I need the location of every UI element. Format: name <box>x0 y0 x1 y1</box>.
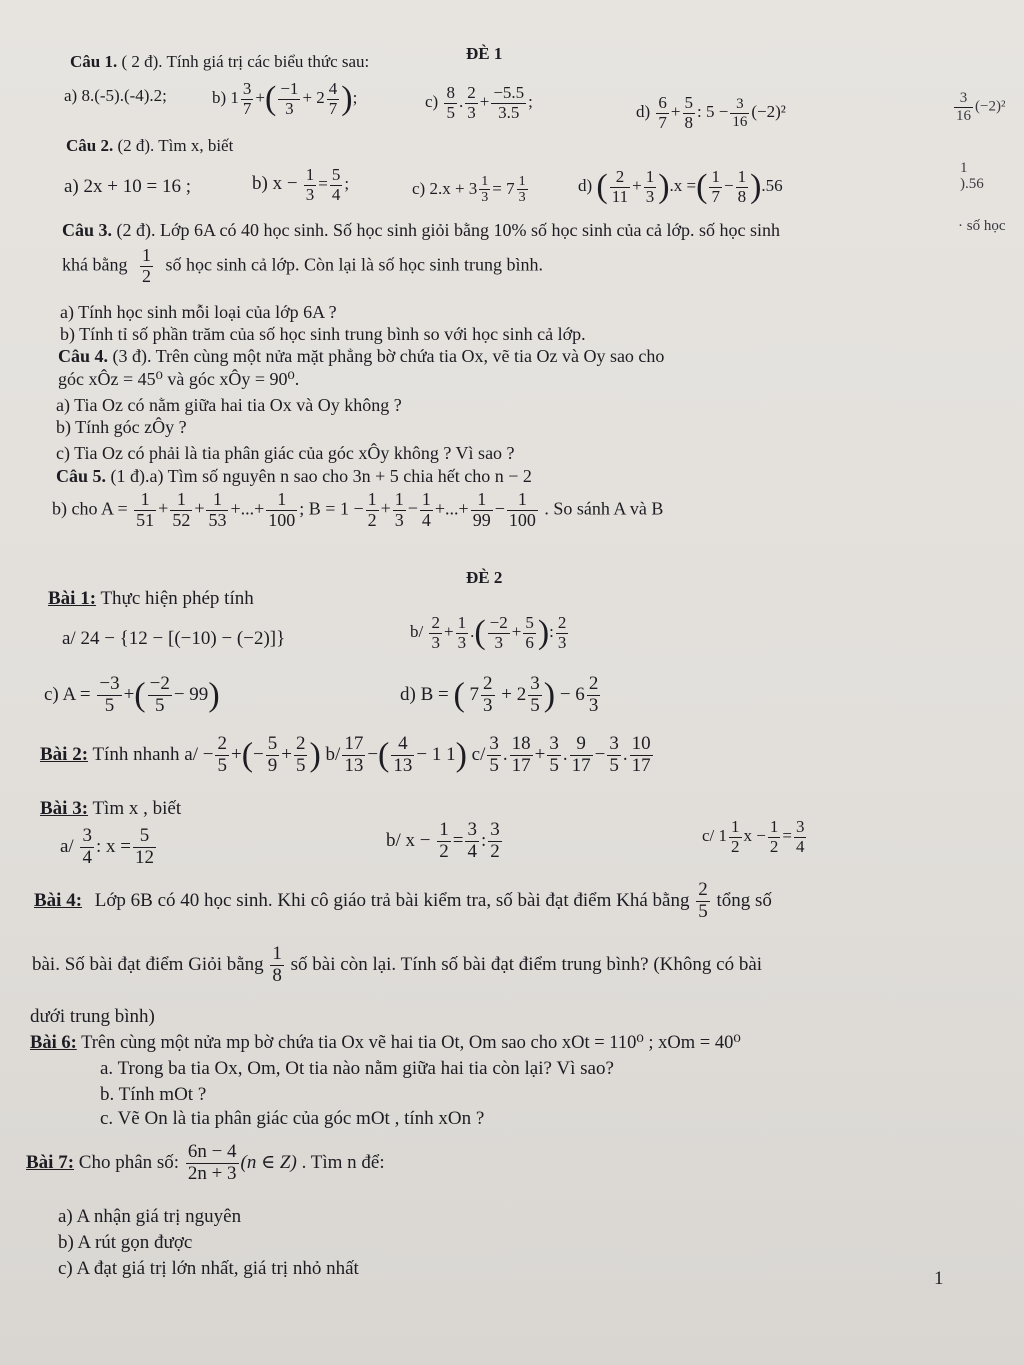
bai3-text: Tìm x , biết <box>92 798 182 819</box>
bai3-b <box>386 820 504 863</box>
op: + <box>632 176 642 196</box>
cau3-heading <box>62 220 780 241</box>
frac-den: 3 <box>481 190 489 206</box>
op: : <box>549 622 554 642</box>
cau1-d <box>636 94 786 132</box>
cau4-heading <box>58 346 664 367</box>
op: − <box>367 743 379 765</box>
frac-den: 5 <box>295 754 306 776</box>
bai7-text: Cho phân số: <box>78 1151 180 1173</box>
frac-den: 8 <box>737 186 747 206</box>
bai6-a: a. Trong ba tia Ox, Om, Ot tia nào nằm giữa hai tia còn lại? Vì sao? <box>100 1058 614 1079</box>
frac-den: 2 <box>439 840 449 862</box>
frac-num: 2 <box>610 168 630 188</box>
op: 7 <box>469 683 480 705</box>
frac-den: 2n + 3 <box>187 1162 237 1184</box>
op: = 7 <box>492 178 515 198</box>
frac-den: 3 <box>394 509 404 530</box>
edge-tail: ).56 <box>960 176 984 192</box>
frac-num: 1 <box>471 490 493 511</box>
frac-num: 1 <box>507 490 538 511</box>
frac-num: 10 <box>631 733 651 754</box>
op: : 5 − <box>697 102 729 122</box>
frac-num: 6n − 4 <box>187 1141 237 1162</box>
frac-den: 100 <box>508 509 536 530</box>
bai4-line3: dưới trung bình) <box>30 1006 155 1027</box>
op: + <box>281 743 292 765</box>
op: + <box>380 498 391 519</box>
frac-num: 1 <box>170 490 192 511</box>
frac-den: 99 <box>472 509 491 530</box>
frac-den: 4 <box>421 509 431 530</box>
cau2-label: Câu 2. <box>66 136 114 155</box>
frac-den: 7 <box>328 98 338 118</box>
series-term <box>366 490 379 531</box>
frac-den: 3 <box>285 98 294 118</box>
bai1-a: a/ 24 − {12 − [(−10) − (−2)]} <box>62 628 286 649</box>
bai7-label: Bài 7: <box>26 1151 75 1173</box>
cau1-label: Câu 1. <box>70 52 118 71</box>
frac-den: 52 <box>172 509 191 530</box>
frac-den: 5 <box>217 754 227 776</box>
frac-den: 53 <box>208 509 227 530</box>
frac-num: 3 <box>549 733 559 754</box>
frac-num: 3 <box>490 819 500 840</box>
op: . <box>470 622 475 642</box>
frac-den: 6 <box>525 632 534 652</box>
op: − 99 <box>173 683 209 705</box>
op: − <box>253 743 264 765</box>
frac-num: 9 <box>570 734 593 756</box>
bai1-label: Bài 1: <box>48 588 97 609</box>
bai3-b-prefix: b/ x − <box>386 829 431 851</box>
bai1-d-prefix: d) B = <box>400 683 449 705</box>
frac-num: 3 <box>795 817 805 836</box>
bai4-text-1b: tổng số <box>716 889 772 911</box>
cau2-d: d) ( $\frac{2}{11}$ + $\frac{1}{3}$ ).x =( $\frac{1}{7}$ − $\frac{1}{8}$ ).56 <box>578 167 783 206</box>
op: .x = <box>669 176 697 196</box>
frac-num: 1 <box>737 167 747 186</box>
frac-num: 2 <box>483 673 493 694</box>
frac-den: 13 <box>344 754 364 776</box>
frac-num: 5 <box>525 613 534 632</box>
frac-den: 51 <box>136 509 155 530</box>
frac-num: 1 <box>421 489 431 509</box>
cau4-c: c) Tia Oz có phải là tia phân giác của góc xÔy không ? Vì sao ? <box>56 443 515 463</box>
op: (−2)² <box>751 102 786 122</box>
bai6-heading <box>30 1032 741 1054</box>
op: − <box>723 176 734 196</box>
frac-den: 4 <box>795 836 805 856</box>
bai7-c: c) A đạt giá trị lớn nhất, giá trị nhỏ nhất <box>58 1258 359 1279</box>
bai1-d: d) B = ( 7 $\frac{2}{3}$ + 2 $\frac{3}{5}$ ) − 6 $\frac{2}{3}$ <box>400 673 599 716</box>
frac-den: 4 <box>467 840 477 862</box>
frac-num: 2 <box>431 613 440 632</box>
cau2-text: (2 đ). Tìm x, biết <box>117 136 234 155</box>
bai2-text: Tính nhanh <box>92 743 180 765</box>
bai4-text-1a: Lớp 6B có 40 học sinh. Khi cô giáo trả bài kiểm tra, số bài đạt điểm Khá bằng <box>94 889 690 911</box>
frac-num: 18 <box>511 733 531 754</box>
op: . <box>458 92 464 112</box>
frac-num: 5 <box>331 165 341 184</box>
frac-den: 5 <box>154 694 165 716</box>
op: + 2 <box>501 683 527 705</box>
frac-den: 3 <box>457 632 467 652</box>
bai3-c <box>702 818 808 856</box>
frac-num: 3 <box>489 733 499 754</box>
bai2: Bài 2: Tính nhanh a/ − $\frac{2}{5}$ +(− $\frac{5}{9}$ + $\frac{2}{5}$ ) b/ $\frac{17}{13}$ −( $\frac{4}{13}$ − 1 1) c/ $\frac{3}{5}$ . $\frac{18}{17}$ + $\frac{3}{5}$ . $\frac{9}{17}$ − $\frac{3}{5}$ . $\frac{10}{17}$ <box>40 733 651 776</box>
op: + <box>230 743 242 765</box>
frac-den: 5 <box>698 900 708 922</box>
cau2-a: a) 2x + 10 = 16 ; <box>64 176 191 197</box>
frac-den: 4 <box>331 184 341 204</box>
frac-den: 3 <box>645 186 655 206</box>
frac-den: 7 <box>658 112 667 132</box>
op: +...+ <box>434 498 469 519</box>
cau1-d-prefix: d) <box>636 102 651 122</box>
frac-num: 3 <box>242 79 252 98</box>
cau5-b-end: . So sánh A và B <box>544 498 664 519</box>
bai6-label: Bài 6: <box>30 1033 77 1053</box>
frac-den: 3 <box>305 184 315 204</box>
op: ; <box>528 92 533 112</box>
edge-fragment-4 <box>958 218 1006 235</box>
op: − <box>594 743 606 765</box>
bai7-condition: (n ∈ Z) <box>240 1151 297 1173</box>
frac-num: 4 <box>328 79 338 98</box>
cau1-c <box>425 84 533 122</box>
op: +...+ <box>230 498 265 519</box>
bai1-b-prefix: b/ <box>410 622 424 642</box>
op: + <box>194 498 205 519</box>
frac-den: 2 <box>731 836 740 856</box>
cau1-c-prefix: c) <box>425 92 439 112</box>
cau4-b: b) Tính góc zÔy ? <box>56 417 187 437</box>
frac-den: 5 <box>609 754 619 776</box>
op: .56 <box>761 176 783 196</box>
frac-den: 3 <box>431 632 440 652</box>
frac-den: 12 <box>134 846 154 868</box>
cau5-b: b) cho A = $\frac{1}{51}$ + $\frac{1}{52}$ + $\frac{1}{53}$ +...+ $\frac{1}{100}$ ; B = 1 − $\frac{1}{2}$ + $\frac{1}{3}$ − $\frac{1}{4}$ +...+ $\frac{1}{99}$ − $\frac{1}{100}$ . So sánh A và B <box>52 489 664 530</box>
frac-den: 5 <box>104 694 115 716</box>
bai4-text-2b: số bài còn lại. Tính số bài đạt điểm trung bình? (Không có bài <box>290 953 763 975</box>
bai4-text-2a: bài. Số bài đạt điểm Giỏi bằng <box>32 953 264 975</box>
frac-num: −5.5 <box>493 83 525 102</box>
cau4-a: a) Tia Oz có nằm giữa hai tia Ox và Oy không ? <box>56 395 402 415</box>
cau1-text: ( 2 đ). Tính giá trị các biểu thức sau: <box>121 52 370 71</box>
cau3-line2 <box>62 246 543 287</box>
op: + <box>534 743 546 765</box>
frac-num: 2 <box>217 733 227 754</box>
cau3-a: a) Tính học sinh mỗi loại của lớp 6A ? <box>60 302 337 322</box>
frac-den: 16 <box>956 107 971 124</box>
frac-den: 2 <box>367 509 377 530</box>
op: + <box>123 683 135 705</box>
frac-den: 3 <box>494 632 503 652</box>
frac-den: 13 <box>393 754 413 776</box>
bai7-a: a) A nhận giá trị nguyên <box>58 1206 242 1227</box>
edge-tail: (−2)² <box>975 98 1006 115</box>
bai6-b: b. Tính mOt ? <box>100 1084 207 1105</box>
frac-num: 2 <box>557 613 567 632</box>
frac-num: −2 <box>489 613 508 632</box>
frac-den: 8 <box>272 964 282 986</box>
frac-num: 1 <box>305 165 315 184</box>
op: + <box>255 88 266 108</box>
page-number: 1 <box>934 1268 944 1289</box>
series-term <box>170 490 192 531</box>
edge-text: · số học <box>958 218 1006 234</box>
frac-num: 1 <box>518 174 526 189</box>
frac-den: 5 <box>549 754 559 776</box>
cau5-label: Câu 5. <box>56 466 107 486</box>
bai7-tail: . Tìm n để: <box>301 1151 385 1173</box>
edge-digit: 1 <box>960 160 968 176</box>
op: x − <box>743 826 766 846</box>
bai1-b: b/ $\frac{2}{3}$ + $\frac{1}{3}$ .( $\frac{-2}{3}$ + $\frac{5}{6}$ ): $\frac{2}{3}$ <box>410 613 567 652</box>
frac-den: 3 <box>518 190 526 206</box>
bai2-a-prefix: a/ − <box>184 743 214 765</box>
frac-num: 1 <box>206 490 228 511</box>
frac-num: −3 <box>99 673 120 694</box>
frac-num: 1 <box>367 489 377 509</box>
frac-num: 17 <box>344 733 364 754</box>
bai3-a-prefix: a/ <box>60 835 74 857</box>
a-series <box>132 489 230 530</box>
bai3-label: Bài 3: <box>40 798 89 819</box>
cau2-b <box>252 166 349 204</box>
op: ; B = 1 − <box>299 498 364 519</box>
frac-den: 3 <box>588 694 599 716</box>
cau3-b: b) Tính tỉ số phần trăm của số học sinh trung bình so với học sinh cả lớp. <box>60 324 586 344</box>
op: − <box>407 498 418 519</box>
cau1-a <box>64 86 167 106</box>
bai7-heading <box>26 1142 385 1185</box>
frac-num: 3 <box>730 96 749 114</box>
frac-num: 5 <box>133 826 156 848</box>
cau3-label: Câu 3. <box>62 220 113 240</box>
edge-fragment-1 <box>952 90 1005 124</box>
de1-title: ĐÈ 1 <box>466 44 503 63</box>
bai3-c-prefix: c/ 1 <box>702 826 728 846</box>
cau3-line2-a: khá bằng <box>62 254 128 275</box>
bai2-b-prefix: b/ <box>325 743 341 765</box>
cau2-d-prefix: d) <box>578 176 593 196</box>
op: − 6 <box>559 683 585 705</box>
frac-num: 5 <box>684 93 694 112</box>
frac-num: 1 <box>457 613 467 632</box>
op: + <box>670 102 681 122</box>
edge-fragment-3 <box>960 176 984 193</box>
bai6-text: Trên cùng một nửa mp bờ chứa tia Ox vẽ hai tia Ot, Om sao cho xOt = 110⁰ ; xOm = 40⁰ <box>81 1033 741 1053</box>
op: + <box>511 622 522 642</box>
frac-num: −2 <box>149 673 170 694</box>
frac-den: 8 <box>684 112 694 132</box>
frac-den: 7 <box>711 186 720 206</box>
frac-num: 3 <box>82 825 92 846</box>
op: ; <box>352 88 358 108</box>
cau5-text: (1 đ).a) Tìm số nguyên n sao cho 3n + 5 chia hết cho n − 2 <box>110 466 532 486</box>
op: + <box>479 92 490 112</box>
frac-den: 3 <box>467 102 476 122</box>
op: = <box>452 829 464 851</box>
frac-num: 1 <box>394 489 404 509</box>
frac-den: 17 <box>631 754 651 776</box>
op: ; <box>344 174 350 194</box>
frac-den: 17 <box>511 754 531 776</box>
frac-num: 4 <box>391 734 414 756</box>
frac-num: 1 <box>711 167 720 186</box>
edge-fragment-2 <box>960 160 968 177</box>
frac-den: 16 <box>732 113 748 130</box>
op: = <box>318 174 328 194</box>
frac-den: 17 <box>571 754 591 776</box>
op: + <box>158 498 169 519</box>
bai3-heading <box>40 798 181 820</box>
cau1-b-prefix: b) <box>212 88 227 108</box>
cau4-label: Câu 4. <box>58 346 109 366</box>
bai2-label: Bài 2: <box>40 743 89 765</box>
bai3-a <box>60 826 158 869</box>
frac-num: 2 <box>295 733 306 754</box>
frac-num: −1 <box>280 79 299 98</box>
frac-num: 2 <box>698 879 708 900</box>
op: + <box>443 622 454 642</box>
bai1-c: c) A = $\frac{-3}{5}$ +( $\frac{-2}{5}$ − 99) <box>44 673 220 716</box>
cau2-b-prefix: b) x − <box>252 173 298 195</box>
op: + 2 <box>302 88 325 108</box>
cau2-c-prefix: c) 2.x + 3 <box>412 178 478 198</box>
frac-den: 3 <box>557 632 567 652</box>
bai4-line2 <box>32 944 762 987</box>
frac-den: 11 <box>611 186 629 206</box>
op: : x = <box>95 835 131 857</box>
cau5-b-prefix: b) cho A = <box>52 498 128 519</box>
frac-num: 5 <box>267 733 278 754</box>
frac-num: 3 <box>609 733 619 754</box>
frac-den: 2 <box>141 265 151 286</box>
frac-num: 1 <box>769 817 779 836</box>
cau1-b: b) 1 $\frac{3}{7}$ +( $\frac{-1}{3}$ + 2 $\frac{4}{7}$ ); <box>212 79 358 118</box>
frac-den: 9 <box>267 754 278 776</box>
frac-den: 3.5 <box>498 102 520 122</box>
cau1-b-whole: 1 <box>230 88 239 108</box>
frac-num: 3 <box>954 90 973 108</box>
frac-den: 4 <box>82 846 92 868</box>
bai2-c-prefix: c/ <box>471 743 486 765</box>
cau1-a-expr: a) 8.(-5).(-4).2; <box>64 86 167 105</box>
frac-num: 2 <box>588 673 599 694</box>
cau4-line2: góc xÔz = 45⁰ và góc xÔy = 90⁰. <box>58 369 300 389</box>
frac-num: 1 <box>481 174 489 189</box>
cau1-heading <box>70 52 369 72</box>
op: : <box>480 829 487 851</box>
bai1-heading <box>48 588 254 610</box>
frac-num: 2 <box>467 83 476 102</box>
series-term <box>206 490 228 531</box>
frac-num: 1 <box>266 490 297 511</box>
frac-num: 8 <box>446 83 455 102</box>
frac-num: 1 <box>731 817 740 836</box>
frac-den: 2 <box>769 836 779 856</box>
frac-den: 2 <box>490 840 500 862</box>
b-series <box>364 489 435 530</box>
frac-num: 3 <box>530 673 540 694</box>
frac-den: 5 <box>489 754 499 776</box>
frac-num: 3 <box>467 819 477 840</box>
cau3-text: (2 đ). Lớp 6A có 40 học sinh. Số học sinh giỏi bằng 10% số học sinh của cả lớp. số học sinh <box>116 220 780 240</box>
op: − 1 1 <box>416 743 456 765</box>
bai1-text: Thực hiện phép tính <box>100 588 254 609</box>
cau4-text: (3 đ). Trên cùng một nửa mặt phẳng bờ chứa tia Ox, vẽ tia Oz và Oy sao cho <box>112 346 665 366</box>
frac-den: 100 <box>268 509 296 530</box>
frac-den: 5 <box>530 694 540 716</box>
cau5-heading <box>56 466 532 487</box>
frac-num: 1 <box>272 943 282 964</box>
bai6-c: c. Vẽ On là tia phân giác của góc mOt , tính xOn ? <box>100 1108 485 1129</box>
op: = <box>782 826 792 846</box>
frac-num: 1 <box>439 819 449 840</box>
bai7-b: b) A rút gọn được <box>58 1232 193 1253</box>
frac-num: 6 <box>658 93 667 112</box>
cau2-heading <box>66 136 233 156</box>
frac-den: 3 <box>483 694 493 716</box>
series-term <box>393 490 406 531</box>
bai4-label: Bài 4: <box>34 889 83 911</box>
frac-num: 1 <box>645 167 655 186</box>
series-term <box>420 490 433 531</box>
frac-num: 1 <box>134 490 156 511</box>
cau2-c <box>412 174 530 206</box>
cau3-line2-b: số học sinh cả lớp. Còn lại là số học sinh trung bình. <box>165 254 543 275</box>
frac-den: 7 <box>242 98 252 118</box>
bai1-c-prefix: c) A = <box>44 683 91 705</box>
series-term <box>134 490 156 531</box>
frac-num: 1 <box>141 245 151 265</box>
frac-den: 5 <box>446 102 455 122</box>
de2-title: ĐÈ 2 <box>466 568 503 587</box>
bai4-line1 <box>34 880 772 923</box>
